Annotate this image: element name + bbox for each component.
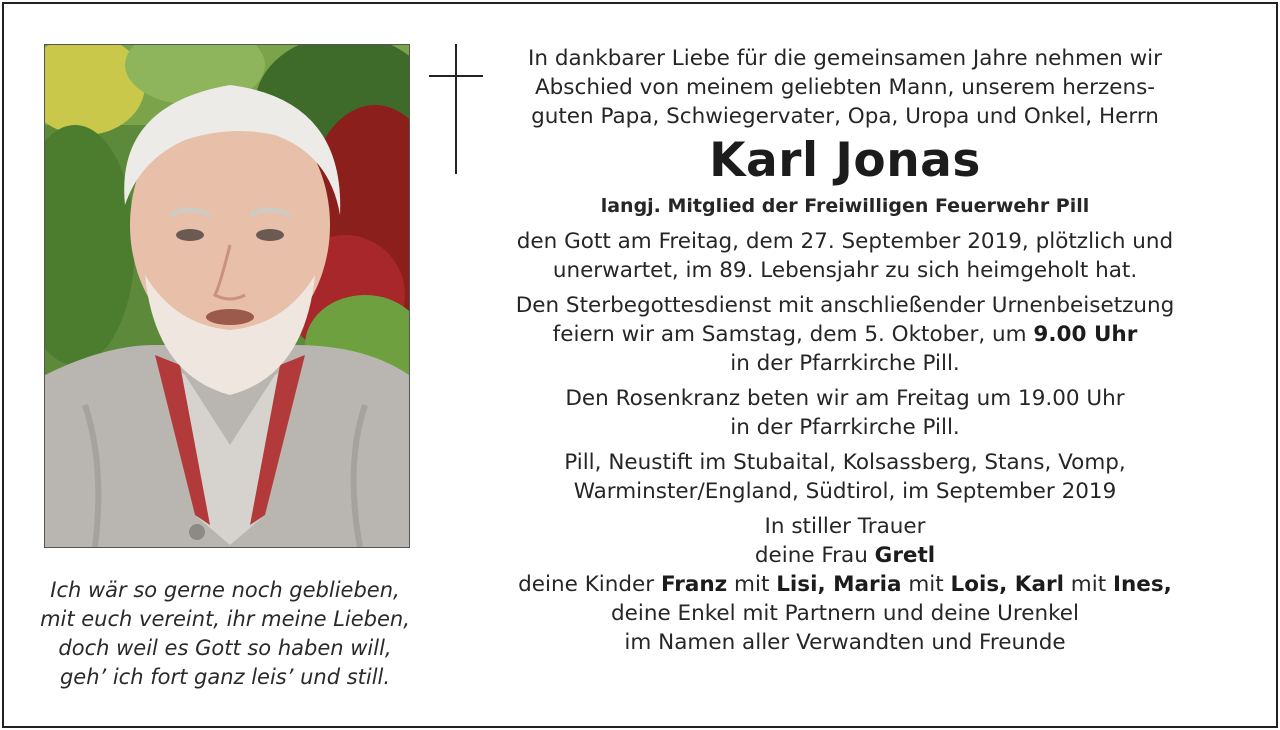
mourners-children bbox=[490, 570, 1200, 599]
poem-line: doch weil es Gott so haben will, bbox=[58, 636, 392, 660]
mourners-heading: In stiller Trauer bbox=[764, 514, 926, 539]
service-line: Den Sterbegottesdienst mit anschließender Urnenbeisetzung bbox=[515, 293, 1175, 318]
poem-line: Ich wär so gerne noch geblieben, bbox=[50, 578, 400, 602]
intro-line: In dankbarer Liebe für die gemeinsamen Jahre nehmen wir bbox=[528, 46, 1162, 71]
rosary-line: in der Pfarrkirche Pill. bbox=[730, 415, 960, 440]
mourners-relatives: im Namen aller Verwandten und Freunde bbox=[624, 630, 1066, 655]
death-line: unerwartet, im 89. Lebensjahr zu sich heimgeholt hat. bbox=[552, 258, 1138, 283]
mourners-grandchildren: deine Enkel mit Partnern und deine Urenkel bbox=[611, 601, 1079, 626]
mourner-name: Franz bbox=[660, 572, 728, 597]
service-line bbox=[490, 320, 1200, 349]
portrait-photo bbox=[44, 44, 410, 548]
poem-line: geh’ ich fort ganz leis’ und still. bbox=[59, 665, 391, 689]
death-line: den Gott am Freitag, dem 27. September 2019, plötzlich und bbox=[516, 229, 1174, 254]
mourners-wife bbox=[490, 541, 1200, 570]
mourner-name: Lisi, Maria bbox=[776, 572, 902, 597]
rosary-line: Den Rosenkranz beten wir am Freitag um 19.00 Uhr bbox=[565, 386, 1125, 411]
deceased-name: Karl Jonas bbox=[709, 133, 981, 188]
service-text: feiern wir am Samstag, dem 5. Oktober, um bbox=[552, 322, 1034, 347]
mourner-name: Gretl bbox=[874, 543, 936, 568]
mourner-name: Ines, bbox=[1112, 572, 1172, 597]
mourner-text: mit bbox=[901, 572, 951, 597]
intro-line: guten Papa, Schwiegervater, Opa, Uropa und Onkel, Herrn bbox=[531, 104, 1159, 129]
mourner-text: mit bbox=[1063, 572, 1113, 597]
place-date-line: Pill, Neustift im Stubaital, Kolsassberg, Stans, Vomp, bbox=[564, 450, 1126, 475]
obituary-text bbox=[490, 44, 1200, 657]
mourner-text: mit bbox=[727, 572, 777, 597]
mourner-text: deine Kinder bbox=[518, 572, 661, 597]
cross-icon bbox=[426, 44, 486, 176]
place-date-line: Warminster/England, Südtirol, im September 2019 bbox=[573, 479, 1117, 504]
poem bbox=[20, 576, 430, 692]
service-line: in der Pfarrkirche Pill. bbox=[730, 351, 960, 376]
mourner-text: deine Frau bbox=[754, 543, 875, 568]
service-time: 9.00 Uhr bbox=[1033, 322, 1138, 347]
intro-line: Abschied von meinem geliebten Mann, unserem herzens- bbox=[534, 75, 1156, 100]
subtitle: langj. Mitglied der Freiwilligen Feuerwehr Pill bbox=[600, 195, 1090, 217]
mourner-name: Lois, Karl bbox=[950, 572, 1064, 597]
poem-line: mit euch vereint, ihr meine Lieben, bbox=[40, 607, 410, 631]
